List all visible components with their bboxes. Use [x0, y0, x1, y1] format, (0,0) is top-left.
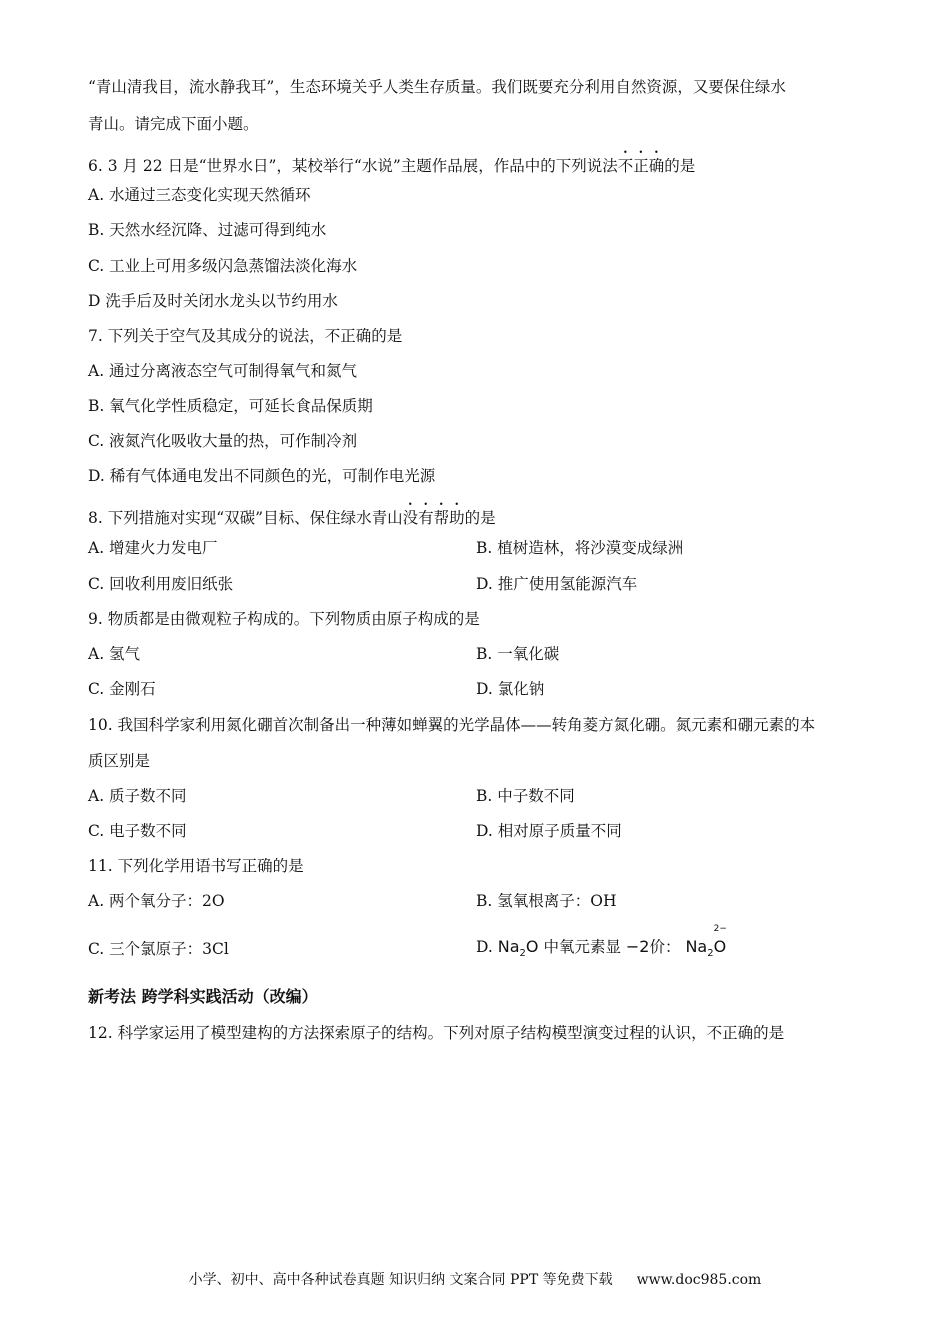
question-7-option-b: B. 氧气化学性质稳定，可延长食品保质期	[88, 397, 373, 415]
question-11-option-b: B. 氢氧根离子：OH	[476, 892, 617, 910]
formula-o-2: O	[713, 937, 727, 956]
option-d-middle: 中氧元素显	[543, 938, 621, 956]
page-footer	[0, 1270, 950, 1290]
intro-line-1: “青山清我目，流水静我耳”，生态环境关乎人类生存质量。我们既要充分利用自然资源，又要保住绿水	[88, 78, 786, 96]
question-6-option-d: D 洗手后及时关闭水龙头以节约用水	[88, 292, 338, 310]
question-10-option-d: D. 相对原子质量不同	[476, 822, 622, 840]
question-8-stem-text: 8. 下列措施对实现“双碳”目标、保住绿水青山	[88, 509, 403, 527]
question-11-option-d	[476, 924, 727, 965]
question-11-option-a: A. 两个氧分子：2O	[88, 892, 225, 910]
formula-na-2: Na	[685, 937, 708, 956]
formula-subscript: 2	[519, 948, 526, 960]
question-10-stem-line-2: 质区别是	[88, 752, 151, 770]
question-9-option-c: C. 金刚石	[88, 680, 156, 698]
question-9-option-b: B. 一氧化碳	[476, 645, 560, 663]
question-10-option-c: C. 电子数不同	[88, 822, 187, 840]
section-title: 新考法 跨学科实践活动（改编）	[88, 987, 318, 1006]
question-8-stem-end: 的是	[464, 509, 496, 527]
sodium-oxide-valence-formula	[685, 924, 727, 960]
question-8-option-a: A. 增建火力发电厂	[88, 539, 218, 557]
oxidation-state: −2	[625, 937, 650, 956]
question-10-option-a: A. 质子数不同	[88, 787, 187, 805]
question-6-option-c: C. 工业上可用多级闪急蒸馏法淡化海水	[88, 257, 358, 275]
question-8-option-b: B. 植树造林，将沙漠变成绿洲	[476, 539, 684, 557]
formula-o: O	[525, 937, 539, 956]
question-6-option-a: A. 水通过三态变化实现天然循环	[88, 186, 311, 204]
question-9-stem: 9. 物质都是由微观粒子构成的。下列物质由原子构成的是	[88, 610, 480, 628]
formula-o-with-valence	[713, 924, 727, 958]
question-12-stem: 12. 科学家运用了模型建构的方法探索原子的结构。下列对原子结构模型演变过程的认识，不正确的是	[88, 1024, 785, 1042]
question-8-option-c: C. 回收利用废旧纸张	[88, 575, 234, 593]
question-6-stem-end: 的是	[664, 157, 696, 175]
question-7-option-c: C. 液氮汽化吸收大量的热，可作制冷剂	[88, 432, 358, 450]
footer-url: www.doc985.com	[636, 1272, 762, 1288]
formula-subscript-2: 2	[707, 948, 714, 960]
valence-superscript: 2−	[713, 924, 727, 934]
intro-line-2: 青山。请完成下面小题。	[88, 115, 259, 133]
option-d-prefix: D.	[476, 938, 493, 956]
question-11-option-c: C. 三个氯原子：3Cl	[88, 940, 229, 958]
question-6-stem-text: 6. 3 月 22 日是“世界水日”，某校举行“水说”主题作品展，作品中的下列说法	[88, 157, 618, 175]
question-7-stem: 7. 下列关于空气及其成分的说法，不正确的是	[88, 327, 403, 345]
question-8-stem	[88, 500, 496, 529]
formula-na: Na	[497, 937, 520, 956]
question-8-emphasis: 没有帮助	[402, 509, 465, 527]
question-7-option-d: D. 稀有气体通电发出不同颜色的光，可制作电光源	[88, 467, 436, 485]
question-9-option-d: D. 氯化钠	[476, 680, 545, 698]
option-d-suffix: 价：	[649, 938, 681, 956]
footer-text: 小学、初中、高中各种试卷真题 知识归纳 文案合同 PPT 等免费下载	[188, 1272, 613, 1288]
question-7-option-a: A. 通过分离液态空气可制得氧气和氮气	[88, 362, 358, 380]
question-10-stem-line-1: 10. 我国科学家利用氮化硼首次制备出一种薄如蝉翼的光学晶体——转角菱方氮化硼。氮元素和硼元素的本	[88, 716, 816, 734]
question-6-stem	[88, 148, 695, 177]
question-6-option-b: B. 天然水经沉降、过滤可得到纯水	[88, 221, 327, 239]
question-8-option-d: D. 推广使用氢能源汽车	[476, 575, 638, 593]
question-10-option-b: B. 中子数不同	[476, 787, 575, 805]
sodium-oxide-formula	[497, 937, 539, 960]
question-6-emphasis: 不正确	[617, 157, 665, 175]
question-9-option-a: A. 氢气	[88, 645, 141, 663]
question-11-stem: 11. 下列化学用语书写正确的是	[88, 857, 304, 875]
